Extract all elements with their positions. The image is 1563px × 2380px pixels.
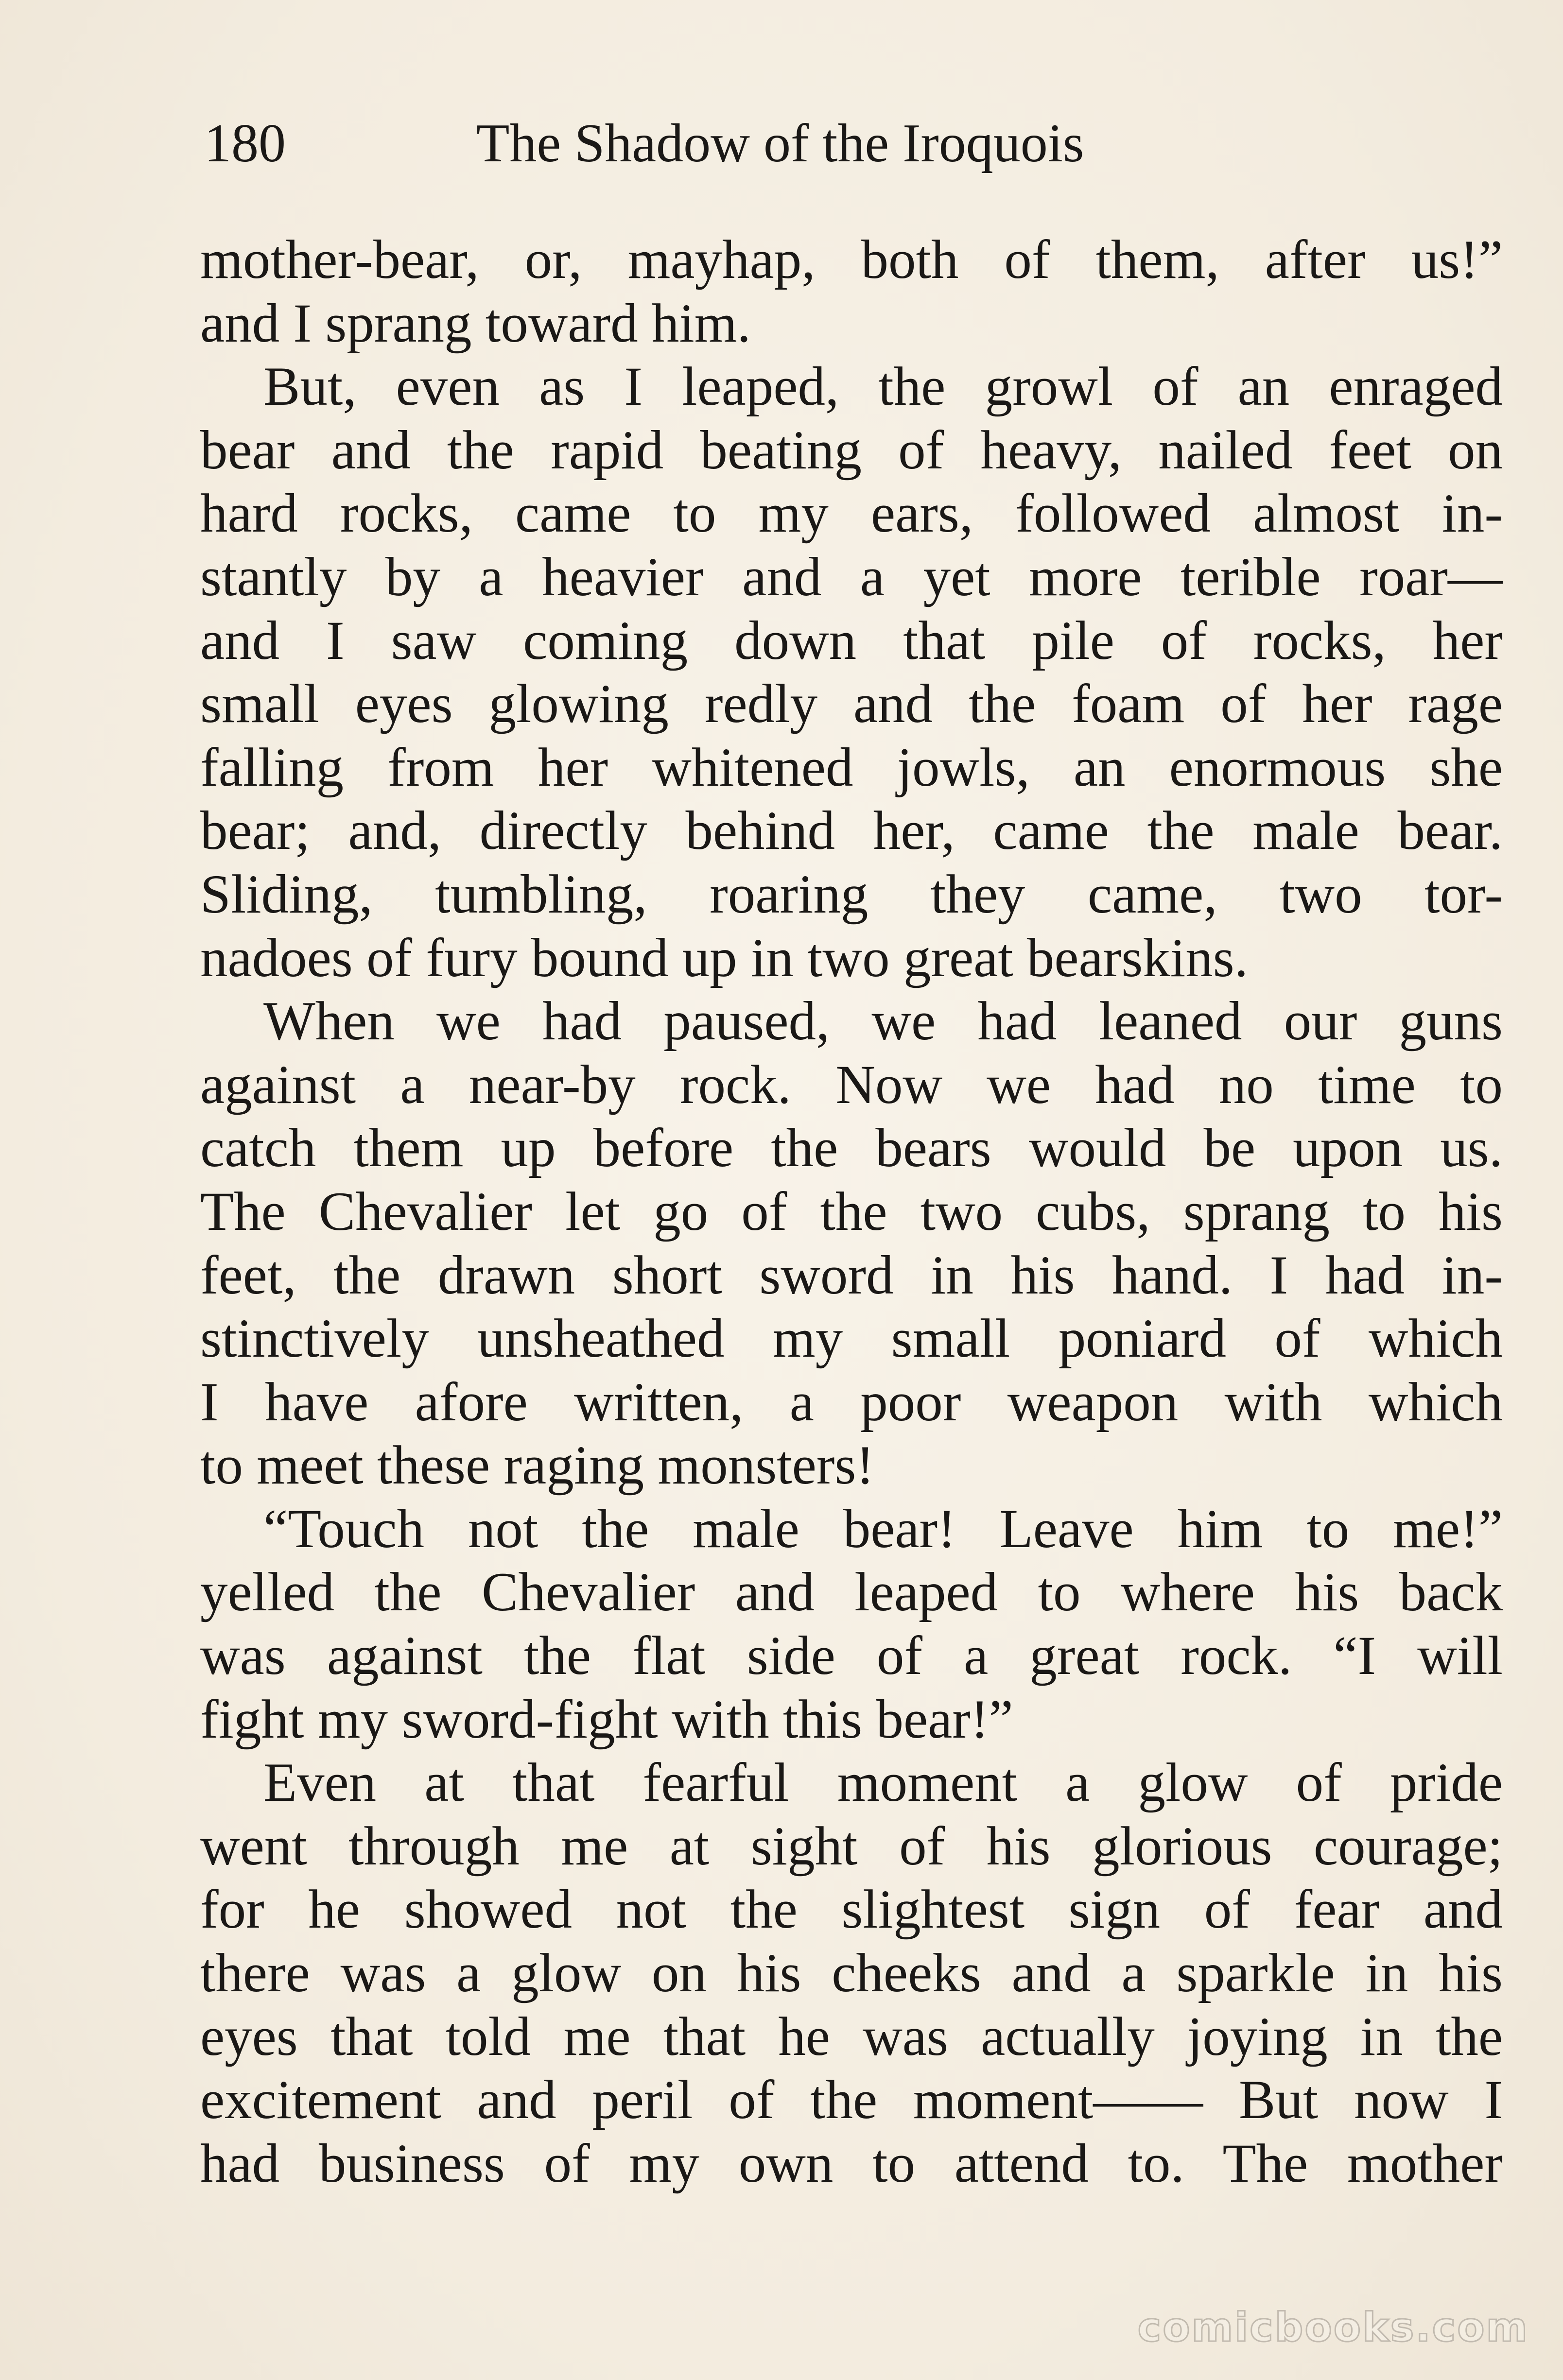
text-line: When we had paused, we had leaned our guns [263,991,1503,1052]
text-line: fight my sword-fight with this bear!” [200,1689,1013,1750]
text-line: bear; and, directly behind her, came the male bear. [200,800,1503,862]
text-line: hard rocks, came to my ears, followed almost in- [200,483,1503,544]
text-line: “Touch not the male bear! Leave him to me!” [263,1498,1503,1559]
text-line: was against the flat side of a great rock. “I will [200,1625,1503,1687]
text-line: and I saw coming down that pile of rocks, her [200,610,1503,671]
text-line: catch them up before the bears would be upon us. [200,1118,1503,1179]
text-line: mother-bear, or, mayhap, both of them, after us!” [200,229,1503,290]
text-line: Sliding, tumbling, roaring they came, two tor- [200,863,1503,925]
text-line: had business of my own to attend to. The mother [200,2133,1503,2194]
text-line: feet, the drawn short sword in his hand. I had in- [200,1244,1503,1306]
text-line: excitement and peril of the moment—— But now I [200,2070,1503,2131]
text-line: nadoes of fury bound up in two great bearskins. [200,927,1248,988]
text-line: But, even as I leaped, the growl of an enraged [263,356,1503,417]
text-line: The Chevalier let go of the two cubs, sprang to his [200,1181,1503,1242]
text-line: went through me at sight of his glorious courage; [200,1815,1503,1877]
text-line: stantly by a heavier and a yet more terible roar— [200,546,1503,607]
text-line: I have afore written, a poor weapon with which [200,1371,1503,1432]
body-text [200,228,1503,2195]
text-line: for he showed not the slightest sign of fear and [200,1879,1503,1940]
page-header [204,112,1497,175]
text-line: to meet these raging monsters! [200,1435,875,1496]
watermark: comicbooks.com [1137,2305,1529,2351]
text-line: stinctively unsheathed my small poniard of which [200,1308,1503,1369]
running-title: The Shadow of the Iroquois [476,113,1084,173]
text-line: small eyes glowing redly and the foam of her rage [200,673,1503,735]
text-line: and I sprang toward him. [200,293,751,354]
text-line: eyes that told me that he was actually joying in the [200,2006,1503,2067]
text-line: Even at that fearful moment a glow of pride [263,1752,1503,1813]
text-line: falling from her whitened jowls, an enormous she [200,737,1503,798]
text-line: yelled the Chevalier and leaped to where his back [200,1562,1503,1623]
text-line: against a near-by rock. Now we had no time to [200,1054,1503,1115]
page-number: 180 [204,113,286,173]
text-line: bear and the rapid beating of heavy, nailed feet on [200,419,1503,481]
text-line: there was a glow on his cheeks and a sparkle in his [200,1943,1503,2004]
